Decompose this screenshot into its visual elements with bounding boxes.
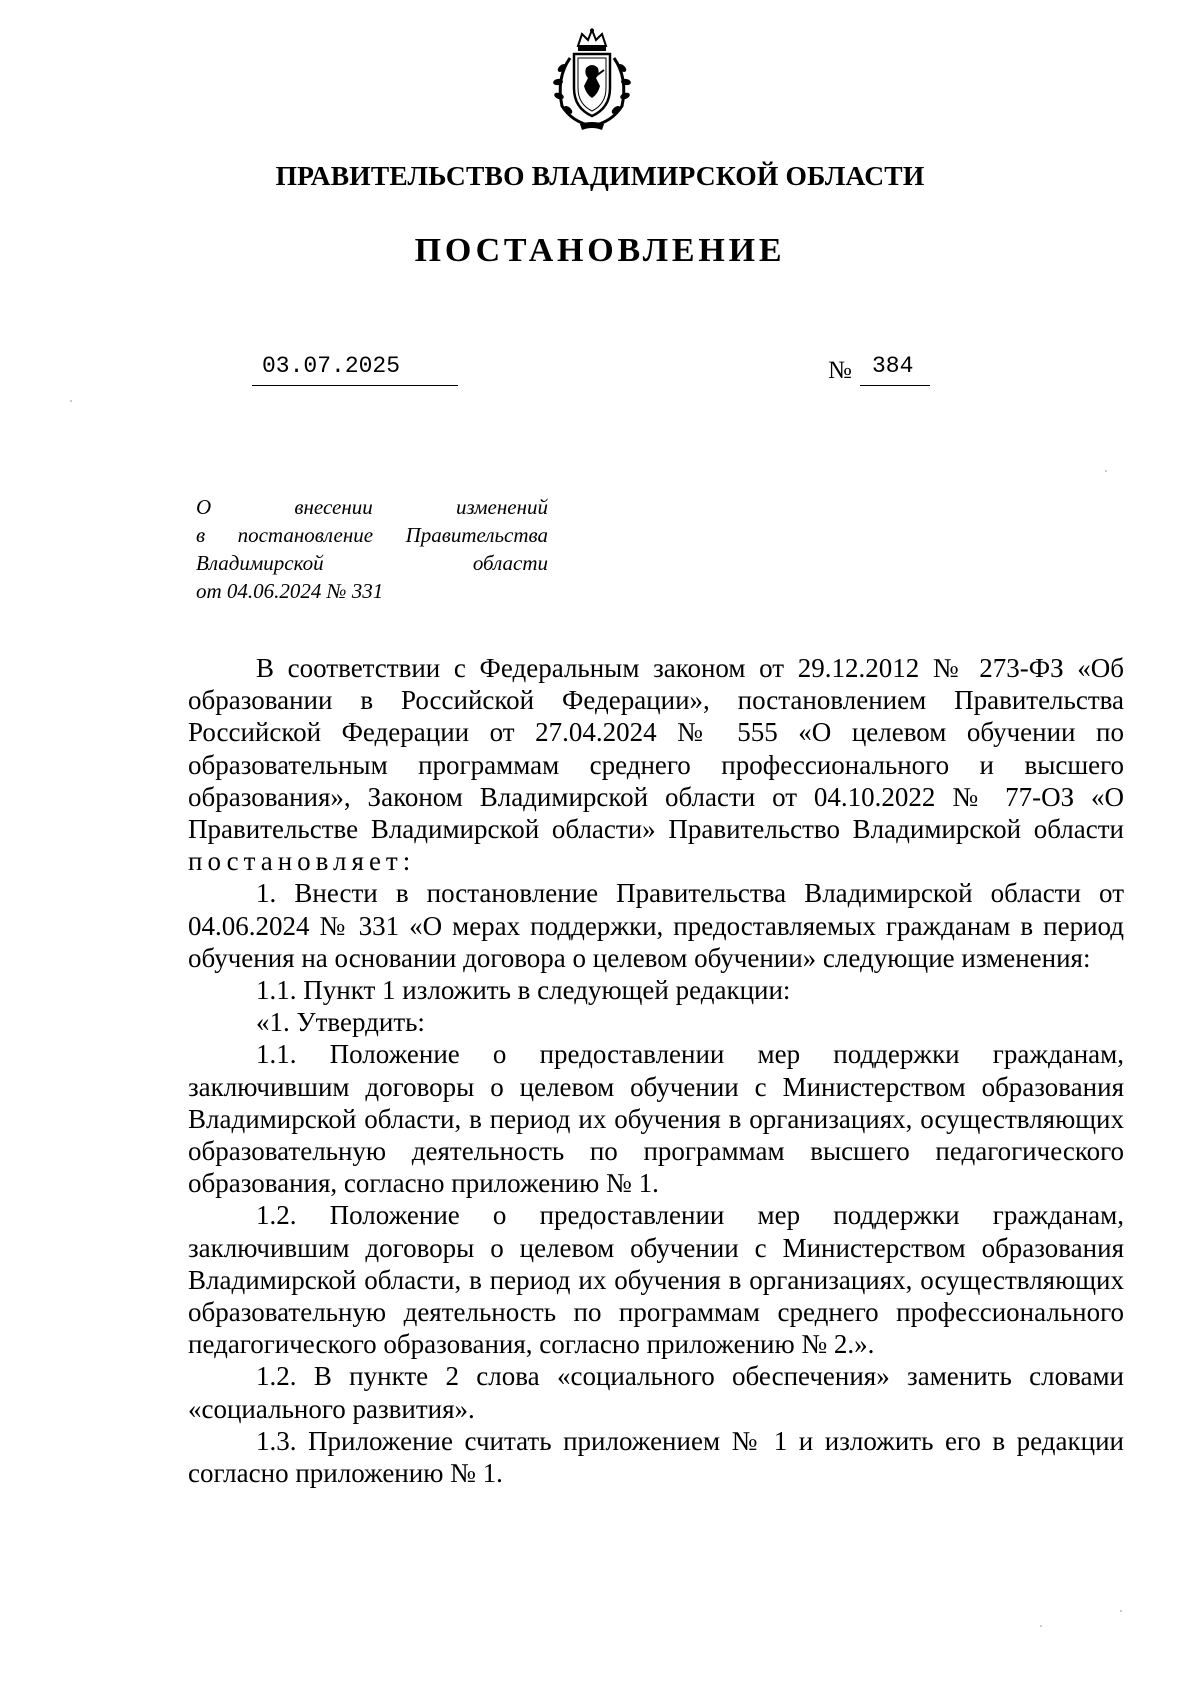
paragraph-1-2: 1.2. В пункте 2 слова «социального обеспечения» заменить словами «социального развития». xyxy=(188,1361,1124,1424)
subject-line: О внесении изменений xyxy=(196,495,548,519)
subject-line: в постановление Правительства xyxy=(196,523,548,547)
document-date: 03.07.2025 xyxy=(262,353,401,379)
number-sign: № xyxy=(828,357,852,384)
document-number: 384 xyxy=(872,353,914,379)
document-body xyxy=(188,652,1124,1489)
subject-line: от 04.06.2024 № 331 xyxy=(196,579,384,603)
scan-speck xyxy=(1040,1625,1042,1627)
paragraph-1-1-c: 1.2. Положение о предоставлении мер поддержки гражданам, заключившим договоры о целевом обучении с Министерством образования Владимирской области, в период их обучения в организациях, осуществляющих образовательную деятельность по программам среднего профессионального педагогического образования, согласно приложению № 2.». xyxy=(188,1200,1124,1360)
preamble-paragraph xyxy=(188,652,1124,877)
paragraph-1-1: 1.1. Пункт 1 изложить в следующей редакции: xyxy=(256,975,791,1006)
document-type-title: ПОСТАНОВЛЕНИЕ xyxy=(414,232,786,269)
scan-speck xyxy=(1120,1610,1122,1612)
coat-of-arms-icon xyxy=(544,28,640,132)
paragraph-1: 1. Внести в постановление Правительства Владимирской области от 04.06.2024 № 331 «О мерах поддержки, предоставляемых гражданам в период обучения на основании договора о целевом обучении» следующие изменения: xyxy=(188,878,1124,973)
subject-line: Владимирской области xyxy=(196,551,548,575)
preamble-text: В соответствии с Федеральным законом от 29.12.2012 № 273-ФЗ «Об образовании в Российской Федерации», постановлением Правительства Российской Федерации от 27.04.2024 № 555 «О целевом обучении по образовательным программам среднего профессионального и высшего образования», Законом Владимирской области от 04.10.2022 № 77-ОЗ «О Правительстве Владимирской области» Правительство Владимирской области xyxy=(188,653,1124,845)
scan-speck xyxy=(1105,470,1107,472)
paragraph-1-1-b: 1.1. Положение о предоставлении мер поддержки гражданам, заключившим договоры о целевом обучении с Министерством образования Владимирской области, в период их обучения в организациях, осуществляющих образовательную деятельность по программам высшего педагогического образования, согласно приложению № 1. xyxy=(188,1039,1124,1199)
paragraph-1-3: 1.3. Приложение считать приложением № 1 и изложить его в редакции согласно приложению № 1. xyxy=(188,1425,1124,1489)
number-underline xyxy=(860,385,930,386)
paragraph-1-1-a: «1. Утвердить: xyxy=(256,1007,425,1038)
decree-word: постановляет: xyxy=(188,846,416,877)
organization-title: ПРАВИТЕЛЬСТВО ВЛАДИМИРСКОЙ ОБЛАСТИ xyxy=(275,160,925,191)
scan-speck xyxy=(70,400,72,402)
date-underline xyxy=(252,385,458,386)
document-subject xyxy=(196,493,548,605)
